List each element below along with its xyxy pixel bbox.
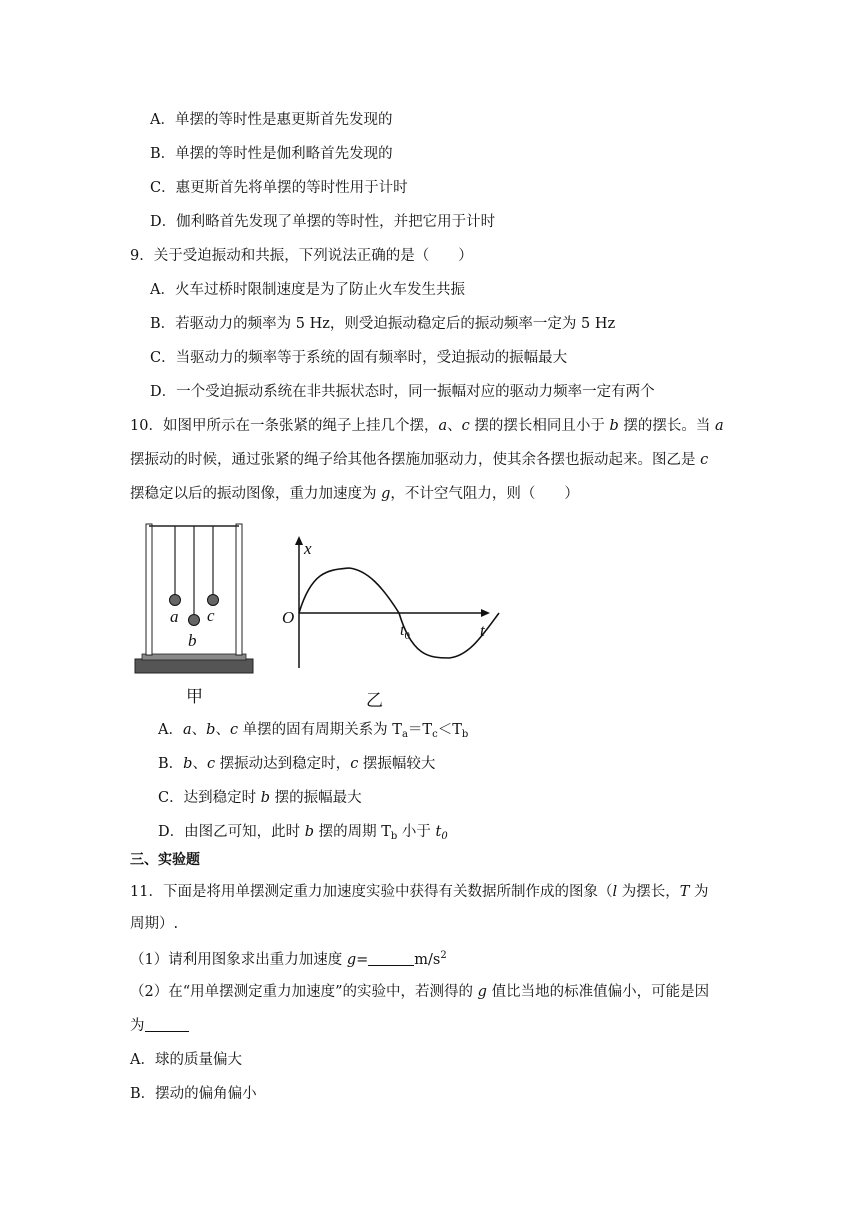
q11-part2-line1: （2）在“用单摆测定重力加速度”的实验中，若测得的 g 值比当地的标准值偏小，可能是因	[130, 984, 710, 1000]
vibration-graph	[278, 532, 500, 672]
pendulum-bob-a	[170, 595, 181, 606]
pendulum-bob-b	[189, 615, 200, 626]
pendulum-apparatus-figure	[130, 518, 260, 680]
section-heading: 三、实验题	[130, 852, 200, 868]
q8-option-d: D．伽利略首先发现了单摆的等时性，并把它用于计时	[150, 214, 496, 230]
q10-stem-line1: 10．如图甲所示在一条张紧的绳子上挂几个摆，a、c 摆的摆长相同且小于 b 摆的摆长。当 a	[130, 418, 724, 434]
apparatus-left-post	[146, 524, 152, 655]
pendulum-bob-c	[208, 595, 219, 606]
q9-stem: 9．关于受迫振动和共振，下列说法正确的是（ ）	[130, 248, 473, 264]
apparatus-base	[135, 659, 253, 673]
axis-label-x: x	[304, 539, 312, 558]
q10-option-a: A．a、b、c 单摆的固有周期关系为 $T_a=T_c<T_b$	[158, 722, 469, 740]
label-a: a	[170, 607, 179, 626]
apparatus-right-post	[236, 524, 242, 655]
q10-stem-line3: 摆稳定以后的振动图像，重力加速度为 g，不计空气阻力，则（ ）	[130, 486, 579, 502]
answer-blank-2	[145, 1016, 189, 1032]
q11-option-a: A．球的质量偏大	[130, 1052, 242, 1068]
q10-option-d: D．由图乙可知，此时 b 摆的周期 $T_b$ 小于 $t_0$	[158, 824, 448, 842]
origin-label: O	[282, 608, 295, 627]
axis-label-t: t	[480, 621, 485, 640]
q8-option-c: C．惠更斯首先将单摆的等时性用于计时	[150, 180, 408, 196]
q9-option-d: D．一个受迫振动系统在非共振状态时，同一振幅对应的驱动力频率一定有两个	[150, 384, 655, 400]
q8-option-a: A．单摆的等时性是惠更斯首先发现的	[150, 112, 393, 128]
q11-stem-line1: 11．下面是将用单摆测定重力加速度实验中获得有关数据所制作成的图象（l 为摆长，T 为	[130, 884, 709, 900]
label-b: b	[188, 631, 197, 650]
q8-option-b: B．单摆的等时性是伽利略首先发现的	[150, 146, 393, 162]
q10-stem-line2: 摆振动的时候，通过张紧的绳子给其他各摆施加驱动力，使其余各摆也振动起来。图乙是 c	[130, 452, 709, 468]
figure-yi-caption: 乙	[366, 691, 383, 711]
q9-option-a: A．火车过桥时限制速度是为了防止火车发生共振	[150, 282, 465, 298]
q10-option-c: C．达到稳定时 b 摆的振幅最大	[158, 790, 362, 806]
q11-part1: （1）请利用图象求出重力加速度 $g= m/s^2$	[130, 950, 447, 968]
answer-blank-1	[368, 950, 414, 966]
q11-part2-line2: 为	[130, 1016, 189, 1036]
q10-option-b: B．b、c 摆振动达到稳定时，c 摆振幅较大	[158, 756, 436, 772]
q9-option-b: B．若驱动力的频率为 5 Hz，则受迫振动稳定后的振动频率一定为 5 Hz	[150, 316, 616, 332]
q11-option-b: B．摆动的偏角偏小	[130, 1086, 257, 1102]
t0-label: $t_0$	[400, 622, 410, 642]
q11-stem-line2: 周期）.	[130, 916, 179, 932]
q9-option-c: C．当驱动力的频率等于系统的固有频率时，受迫振动的振幅最大	[150, 350, 568, 366]
label-c: c	[207, 606, 215, 625]
figure-jia-caption: 甲	[186, 687, 203, 707]
